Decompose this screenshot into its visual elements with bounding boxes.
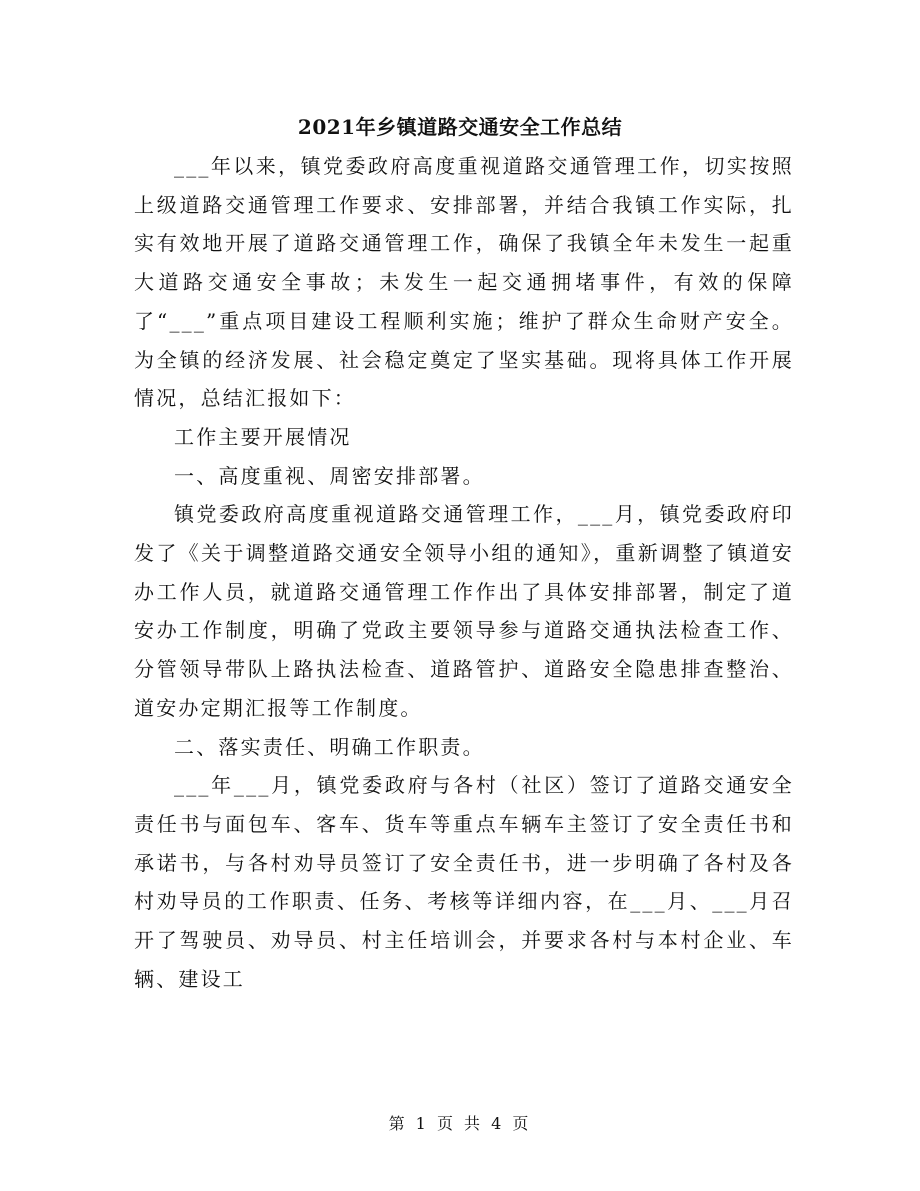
section-heading-1: 一、高度重视、周密安排部署。: [174, 463, 485, 488]
page-number-footer: 第 1 页 共 4 页: [388, 1114, 532, 1133]
document-body: [134, 147, 794, 998]
section-heading-2: 二、落实责任、明确工作职责。: [174, 734, 485, 759]
paragraph-section-1: 镇党委政府高度重视道路交通管理工作，___月，镇党委政府印发了《关于调整道路交通安全领导小组的通知》，重新调整了镇道安办工作人员，就道路交通管理工作作出了具体安排部署，制定了道安办工作制度，明确了党政主要领导参与道路交通执法检查工作、分管领导带队上路执法检查、道路管护、道路安全隐患排查整治、道安办定期汇报等工作制度。: [134, 502, 794, 720]
paragraph-intro: ___年以来，镇党委政府高度重视道路交通管理工作，切实按照上级道路交通管理工作要求、安排部署，并结合我镇工作实际，扎实有效地开展了道路交通管理工作，确保了我镇全年未发生一起重大道路交通安全事故；未发生一起交通拥堵事件，有效的保障了“___”重点项目建设工程顺利实施；维护了群众生命财产安全。为全镇的经济发展、社会稳定奠定了坚实基础。现将具体工作开展情况，总结汇报如下：: [134, 154, 794, 411]
section-heading-main: 工作主要开展情况: [174, 424, 352, 449]
document-title: 2021年乡镇道路交通安全工作总结: [297, 115, 623, 139]
paragraph-section-2: ___年___月，镇党委政府与各村（社区）签订了道路交通安全责任书与面包车、客车、货车等重点车辆车主签订了安全责任书和承诺书，与各村劝导员签订了安全责任书，进一步明确了各村及各村劝导员的工作职责、任务、考核等详细内容，在___月、___月召开了驾驶员、劝导员、村主任培训会，并要求各村与本村企业、车辆、建设工: [134, 773, 794, 991]
